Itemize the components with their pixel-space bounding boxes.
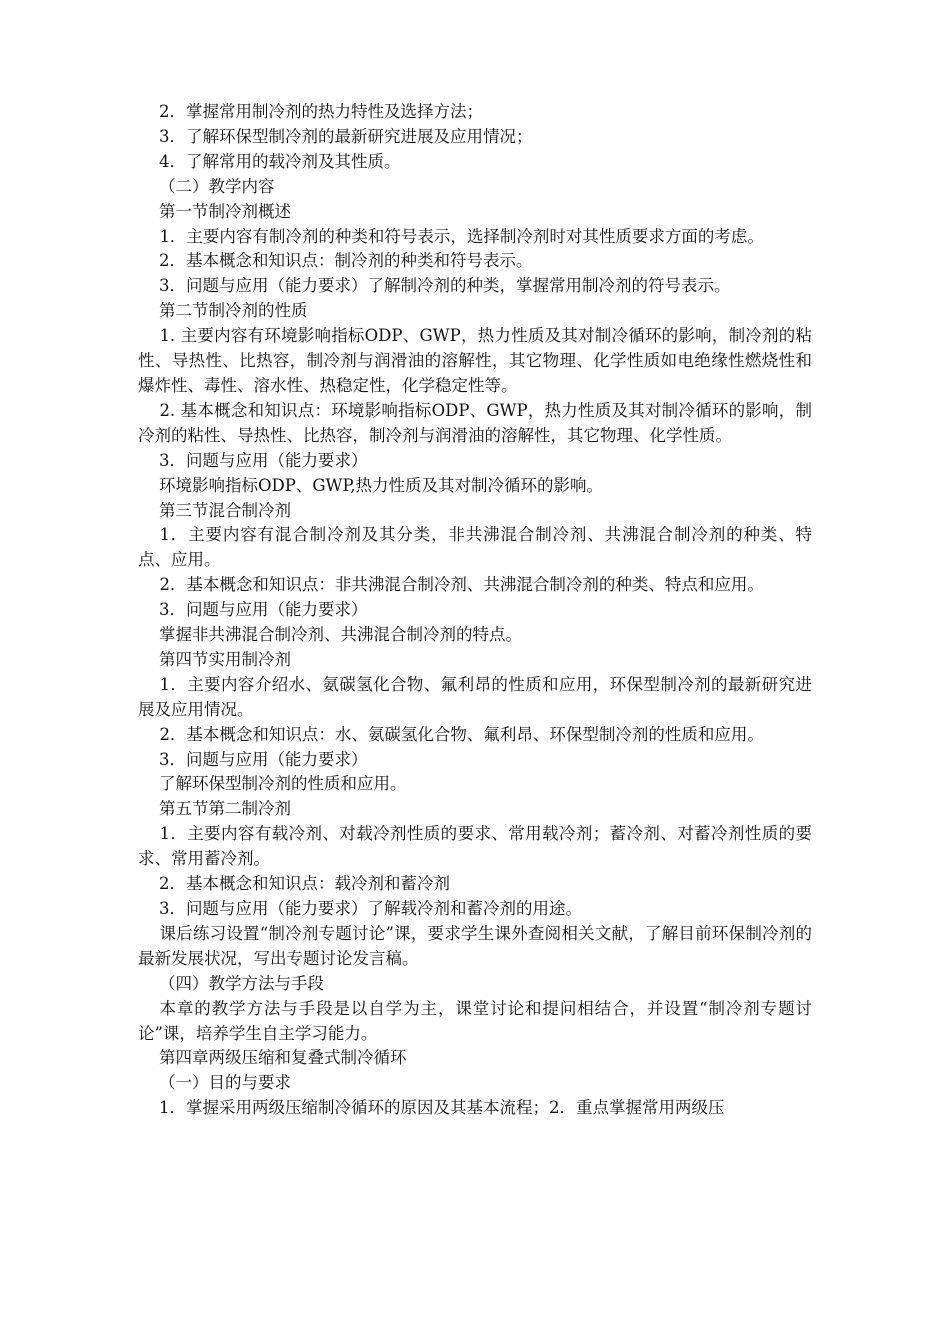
text-line: 2．基本概念和知识点：载冷剂和蓄冷剂 [159,874,450,894]
paragraph: 1．主要内容有制冷剂的种类和符号表示，选择制冷剂时对其性质要求方面的考虑。 [159,226,764,246]
text-line: 掌握非共沸混合制冷剂、共沸混合制冷剂的特点。 [159,625,522,645]
paragraph: 2．基本概念和知识点：非共沸混合制冷剂、共沸混合制冷剂的种类、特点和应用。 [159,575,764,595]
chapter-heading: 第四章两级压缩和复叠式制冷循环 [159,1048,407,1068]
text-line: 2．掌握常用制冷剂的热力特性及选择方法； [159,102,483,121]
section-heading: （四）教学方法与手段 [159,973,324,993]
paragraph: 1．主要内容有混合制冷剂及其分类，非共沸混合制冷剂、共沸混合制冷剂的种类、特点、应用。 [138,525,812,570]
paragraph: 1. 主要内容有环境影响指标ODP、GWP，热力性质及其对制冷循环的影响，制冷剂的粘性、导热性、比热容，制冷剂与润滑油的溶解性，其它物理、化学性质如电绝缘性燃烧性和爆炸性、毒性、溶水性、热稳定性，化学稳定性等。 [138,326,812,395]
paragraph: 1．主要内容介绍水、氨碳氢化合物、氟利昂的性质和应用，环保型制冷剂的最新研究进展及应用情况。 [138,674,812,719]
text-line: 3．问题与应用（能力要求）了解制冷剂的种类，掌握常用制冷剂的符号表示。 [159,276,731,296]
section-heading: 第四节实用制冷剂 [159,649,291,669]
section-heading: （二）教学内容 [159,176,275,196]
text-line: 3．问题与应用（能力要求）了解载冷剂和蓄冷剂的用途。 [159,899,582,918]
section-heading: 第一节制冷剂概述 [159,201,291,221]
section-heading: 第三节混合制冷剂 [159,500,291,520]
text-line: 3．了解环保型制冷剂的最新研究进展及应用情况； [159,126,533,146]
text-line: 4．了解常用的载冷剂及其性质。 [159,151,401,171]
text-line: 2．基本概念和知识点：制冷剂的种类和符号表示。 [159,251,533,271]
text-line: 了解环保型制冷剂的性质和应用。 [159,774,407,794]
text-line: 1．掌握采用两级压缩制冷循环的原因及其基本流程；2．重点掌握常用两级压 [159,1098,725,1118]
paragraph: 本章的教学方法与手段是以自学为主，课堂讨论和提问相结合，并设置“制冷剂专题讨论”课，培养学生自主学习能力。 [138,998,812,1043]
section-heading: 第二节制冷剂的性质 [159,301,308,321]
document-page [138,100,812,1121]
section-heading: （一）目的与要求 [159,1073,291,1093]
text-line: 环境影响指标ODP、GWP,热力性质及其对制冷循环的影响。 [159,475,604,495]
paragraph: 1．主要内容有载冷剂、对载冷剂性质的要求、常用载冷剂；蓄冷剂、对蓄冷剂性质的要求、常用蓄冷剂。 [138,824,812,869]
text-line: 3．问题与应用（能力要求） [159,600,368,620]
section-heading: 第五节第二制冷剂 [159,799,291,819]
paragraph: 课后练习设置“制冷剂专题讨论”课，要求学生课外查阅相关文献，了解目前环保制冷剂的最新发展状况，写出专题讨论发言稿。 [138,923,812,968]
paragraph: 2．基本概念和知识点：水、氨碳氢化合物、氟利昂、环保型制冷剂的性质和应用。 [159,724,764,744]
paragraph: 2. 基本概念和知识点：环境影响指标ODP、GWP，热力性质及其对制冷循环的影响，制冷剂的粘性、导热性、比热容，制冷剂与润滑油的溶解性，其它物理、化学性质。 [138,400,812,445]
text-line: 3．问题与应用（能力要求） [159,450,368,470]
text-line: 3．问题与应用（能力要求） [159,749,368,769]
